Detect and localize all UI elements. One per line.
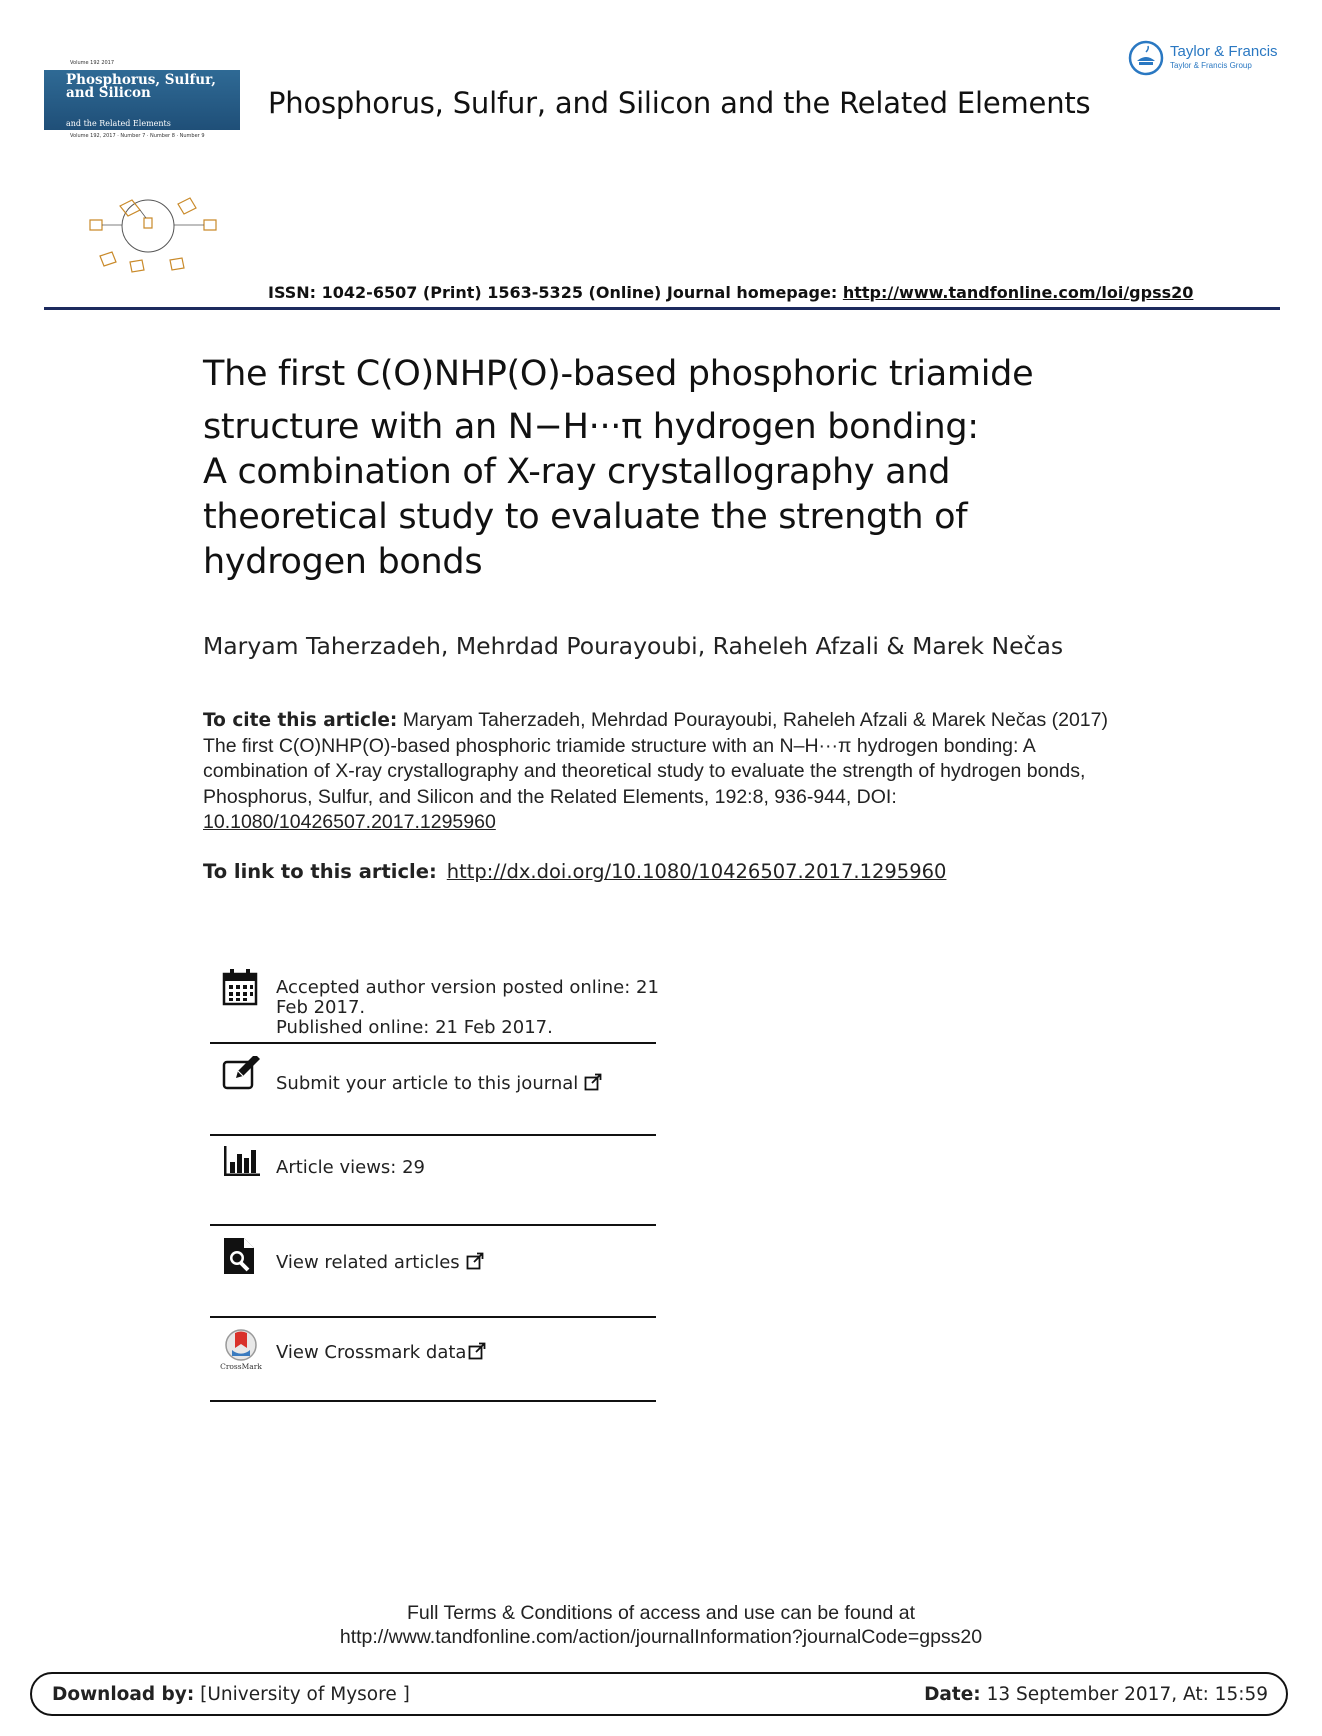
article-title [203, 352, 1203, 585]
download-date-label: Date: [924, 1684, 981, 1705]
cover-title: Phosphorus, Sulfur, and Silicon [66, 72, 216, 101]
article-link-line [203, 860, 946, 883]
citation-doi-link[interactable]: 10.1080/10426507.2017.1295960 [203, 811, 496, 833]
calendar-icon [222, 968, 258, 1006]
citation-text: Maryam Taherzadeh, Mehrdad Pourayoubi, Raheleh Afzali & Marek Nečas (2017) The first C(O)NHP(O)-based phosphoric triamide structure with an N–H···π hydrogen bonding: A combination of X-ray crystallography and theoretical study to evaluate the strength of hydrogen bonds, Phosphorus, Sulfur, and Silicon and the Related Elements, 192:8, 936-944, DOI: [203, 709, 1108, 808]
citation-block [203, 708, 1123, 836]
article-doi-link[interactable]: http://dx.doi.org/10.1080/10426507.2017.1295960 [446, 860, 947, 883]
crossmark-badge [218, 1328, 264, 1374]
article-link-label: To link to this article: [203, 860, 437, 883]
info-divider [210, 1134, 656, 1136]
info-divider [210, 1224, 656, 1226]
accepted-date-line1: Accepted author version posted online: 21 [276, 977, 659, 998]
cover-volume: Volume 192 2017 [70, 60, 115, 66]
crossmark-icon [218, 1328, 264, 1362]
publisher-name: Taylor & Francis [1170, 43, 1278, 60]
related-articles-row[interactable] [210, 1236, 656, 1318]
terms-url[interactable]: http://www.tandfonline.com/action/journalInformation?journalCode=gpss20 [339, 1625, 983, 1648]
download-by-value: [University of Mysore ] [194, 1684, 410, 1705]
info-divider [210, 1316, 656, 1318]
article-title-line: structure with an N−H···π hydrogen bonding: [203, 407, 979, 447]
header-divider [44, 307, 1280, 310]
article-title-line: The first C(O)NHP(O)-based phosphoric triamide [203, 354, 1034, 394]
download-date-value: 13 September 2017, At: 15:59 [980, 1684, 1268, 1705]
article-views-count: Article views: 29 [276, 1157, 425, 1178]
terms-footer [0, 1602, 1322, 1649]
article-authors: Maryam Taherzadeh, Mehrdad Pourayoubi, Raheleh Afzali & Marek Nečas [203, 632, 1064, 660]
article-title-line: hydrogen bonds [203, 542, 483, 582]
article-title-line: A combination of X-ray crystallography and [203, 452, 951, 492]
taylor-francis-lamp-icon [1128, 40, 1164, 76]
document-search-icon [222, 1236, 256, 1276]
info-divider [210, 1400, 656, 1402]
publication-dates-row [210, 968, 659, 1044]
publisher-group: Taylor & Francis Group [1170, 61, 1252, 70]
accepted-date-line2: Feb 2017. [276, 997, 366, 1018]
edit-pencil-icon [222, 1056, 262, 1090]
article-views-row [210, 1146, 656, 1226]
citation-label: To cite this article: [203, 710, 398, 731]
bar-chart-icon [222, 1146, 262, 1178]
taylor-francis-logo [1128, 40, 1288, 76]
article-title-line: theoretical study to evaluate the strength of [203, 497, 968, 537]
cover-issue-list: Volume 192, 2017 · Number 7 · Number 8 · Number 9 [70, 133, 205, 139]
related-articles-link[interactable]: View related articles [276, 1252, 460, 1273]
terms-line: Full Terms & Conditions of access and use can be found at [406, 1602, 915, 1624]
download-by [52, 1684, 410, 1705]
crossmark-row[interactable] [210, 1328, 656, 1402]
published-date: Published online: 21 Feb 2017. [276, 1017, 553, 1038]
issn-line [268, 283, 1193, 302]
download-date [924, 1684, 1268, 1705]
cover-molecule-graphic [60, 176, 236, 276]
external-link-icon [466, 1252, 484, 1270]
info-divider [210, 1042, 656, 1044]
submit-article-row[interactable] [210, 1054, 656, 1136]
download-by-label: Download by: [52, 1684, 195, 1705]
crossmark-link[interactable]: View Crossmark data [276, 1342, 467, 1363]
download-info-bar [30, 1672, 1288, 1716]
external-link-icon [584, 1073, 602, 1091]
submit-article-link[interactable]: Submit your article to this journal [276, 1073, 579, 1094]
cover-subtitle: and the Related Elements [66, 119, 171, 128]
crossmark-badge-label: CrossMark [220, 1362, 262, 1371]
journal-homepage-link[interactable]: http://www.tandfonline.com/loi/gpss20 [842, 283, 1194, 302]
journal-cover-thumbnail [44, 58, 240, 280]
journal-title: Phosphorus, Sulfur, and Silicon and the Related Elements [268, 86, 1091, 120]
issn-text: ISSN: 1042-6507 (Print) 1563-5325 (Online) Journal homepage: [268, 283, 843, 302]
external-link-icon [468, 1342, 486, 1360]
